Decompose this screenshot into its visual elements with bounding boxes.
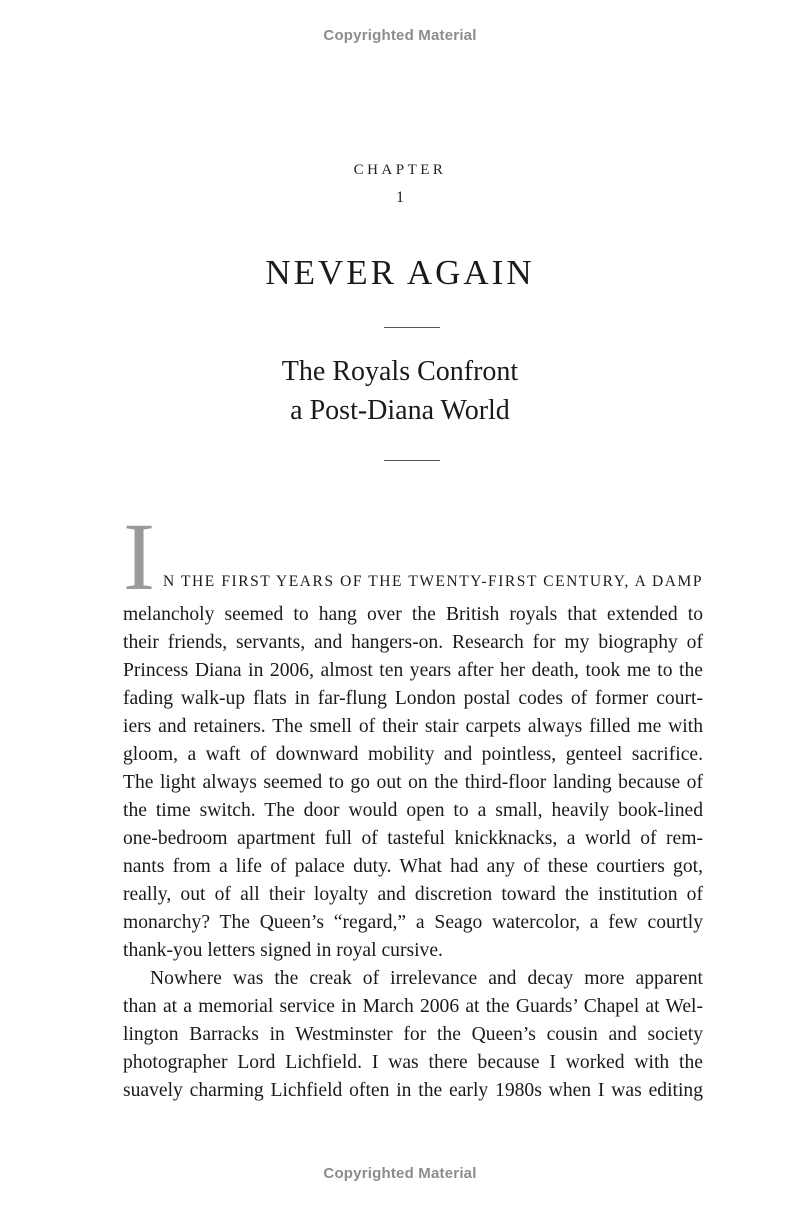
- chapter-title: NEVER AGAIN: [265, 253, 535, 292]
- paragraph-2: [123, 965, 703, 1105]
- text-line: Princess Diana in 2006, almost ten years after her death, took me to the: [123, 660, 703, 681]
- text-line: gloom, a waft of downward mobility and pointless, genteel sacrifice.: [123, 744, 703, 765]
- opening-small-caps-line: N THE FIRST YEARS OF THE TWENTY-FIRST CENTURY, A DAMP: [163, 573, 703, 590]
- drop-cap: I: [123, 503, 155, 610]
- text-line: their friends, servants, and hangers-on. Research for my biography of: [123, 632, 703, 653]
- paragraph-1: [123, 601, 703, 965]
- text-line: one-bedroom apartment full of tasteful knickknacks, a world of rem-: [123, 828, 703, 849]
- title-divider-top: [384, 327, 440, 328]
- text-line: suavely charming Lichfield often in the early 1980s when I was editing: [123, 1080, 703, 1101]
- chapter-subtitle-line-1: The Royals Confront: [281, 356, 519, 387]
- copyright-watermark-top: Copyrighted Material: [323, 27, 477, 44]
- title-divider-bottom: [384, 460, 440, 461]
- text-line: The light always seemed to go out on the third-floor landing because of: [123, 772, 703, 793]
- text-line: Nowhere was the creak of irrelevance and decay more apparent: [150, 968, 703, 989]
- text-line: really, out of all their loyalty and discretion toward the institution of: [123, 884, 703, 905]
- text-line: lington Barracks in Westminster for the Queen’s cousin and society: [123, 1024, 703, 1045]
- text-line: monarchy? The Queen’s “regard,” a Seago watercolor, a few courtly: [123, 912, 703, 933]
- text-line: than at a memorial service in March 2006 at the Guards’ Chapel at Wel-: [123, 996, 703, 1017]
- text-line: thank-you letters signed in royal cursive.: [123, 940, 443, 961]
- text-line: melancholy seemed to hang over the British royals that extended to: [123, 604, 703, 625]
- body-text: [123, 601, 703, 1105]
- text-line: photographer Lord Lichfield. I was there because I worked with the: [123, 1052, 703, 1073]
- text-line: fading walk-up flats in far-flung London postal codes of former court-: [123, 688, 703, 709]
- text-line: nants from a life of palace duty. What had any of these courtiers got,: [123, 856, 703, 877]
- text-line: the time switch. The door would open to a small, heavily book-lined: [123, 800, 703, 821]
- copyright-watermark-bottom: Copyrighted Material: [323, 1165, 477, 1182]
- chapter-number: 1: [396, 189, 404, 206]
- text-line: iers and retainers. The smell of their stair carpets always filled me with: [123, 716, 703, 737]
- chapter-subtitle-line-2: a Post-Diana World: [290, 395, 510, 426]
- chapter-label: CHAPTER: [353, 162, 447, 178]
